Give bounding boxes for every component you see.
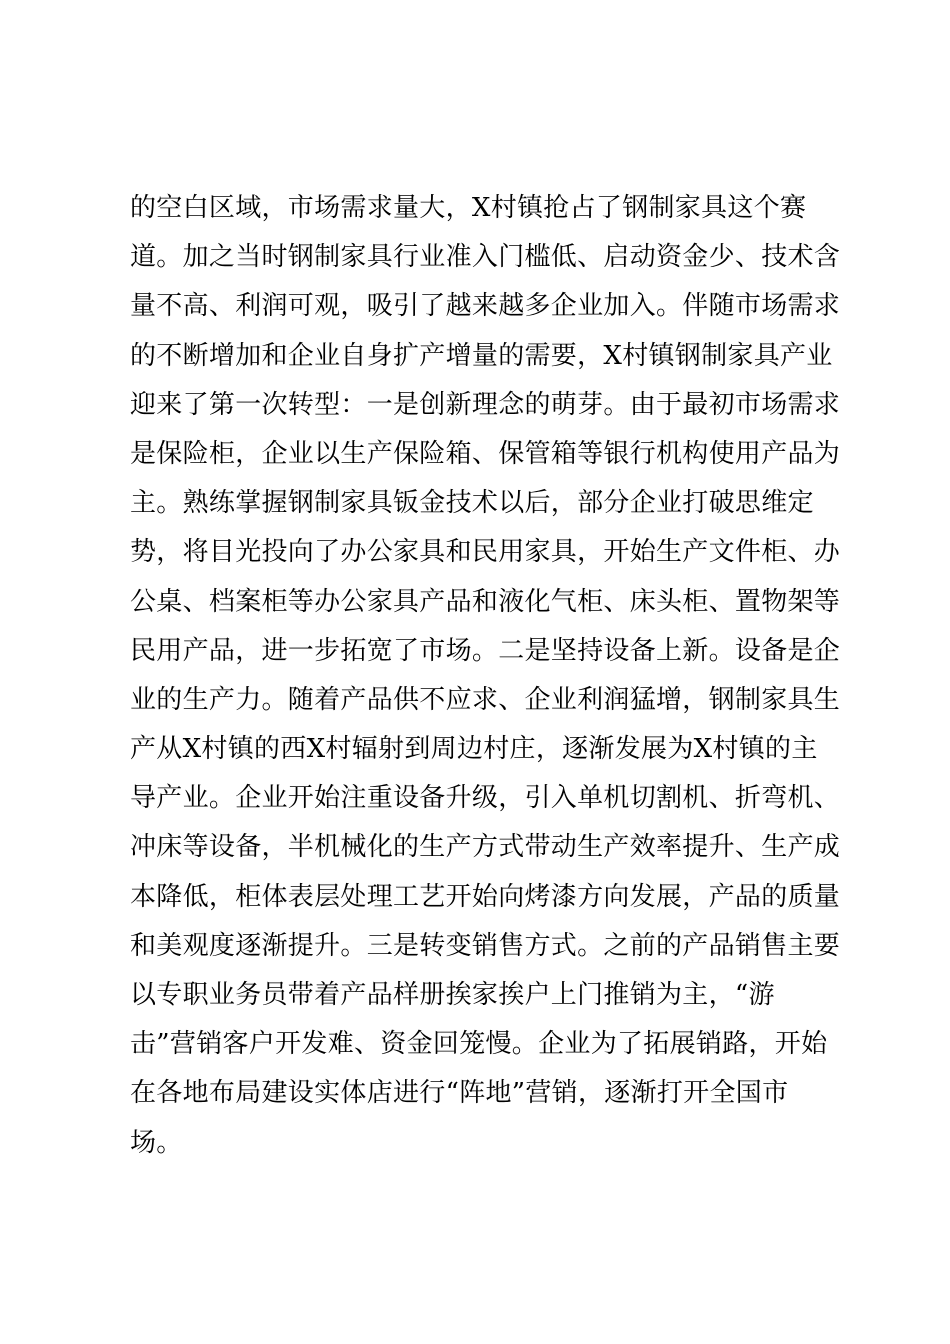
text-line: 冲床等设备，半机械化的生产方式带动生产效率提升、生产成 [130, 832, 841, 863]
text-line: 公桌、档案柜等办公家具产品和液化气柜、床头柜、置物架等 [130, 586, 841, 617]
text-line: 在各地布局建设实体店进行“阵地”营销，逐渐打开全国市 [130, 1078, 789, 1109]
text-line: 量不高、利润可观，吸引了越来越多企业加入。伴随市场需求 [130, 291, 841, 322]
text-line: 本降低，柜体表层处理工艺开始向烤漆方向发展，产品的质量 [130, 881, 841, 912]
text-line: 场。 [130, 1127, 183, 1158]
text-line: 产从X村镇的西X村辐射到周边村庄，逐渐发展为X村镇的主 [130, 734, 818, 765]
text-line: 迎来了第一次转型：一是创新理念的萌芽。由于最初市场需求 [130, 389, 841, 420]
text-line: 是保险柜，企业以生产保险箱、保管箱等银行机构使用产品为 [130, 438, 841, 469]
text-line: 的不断增加和企业自身扩产增量的需要，X村镇钢制家具产业 [130, 340, 833, 371]
text-line: 民用产品，进一步拓宽了市场。二是坚持设备上新。设备是企 [130, 635, 841, 666]
body-paragraph [130, 184, 841, 1168]
text-line: 业的生产力。随着产品供不应求、企业利润猛增，钢制家具生 [130, 684, 841, 715]
text-line: 导产业。企业开始注重设备升级，引入单机切割机、折弯机、 [130, 783, 841, 814]
text-line: 主。熟练掌握钢制家具钣金技术以后，部分企业打破思维定 [130, 488, 814, 519]
text-line: 势，将目光投向了办公家具和民用家具，开始生产文件柜、办 [130, 537, 841, 568]
text-line: 击”营销客户开发难、资金回笼慢。企业为了拓展销路，开始 [130, 1029, 828, 1060]
text-line: 以专职业务员带着产品样册挨家挨户上门推销为主，“游 [130, 980, 775, 1010]
text-line: 道。加之当时钢制家具行业准入门槛低、启动资金少、技术含 [130, 242, 841, 273]
text-line: 和美观度逐渐提升。三是转变销售方式。之前的产品销售主要 [130, 930, 841, 961]
text-line: 的空白区域，市场需求量大，X村镇抢占了钢制家具这个赛 [130, 193, 807, 223]
